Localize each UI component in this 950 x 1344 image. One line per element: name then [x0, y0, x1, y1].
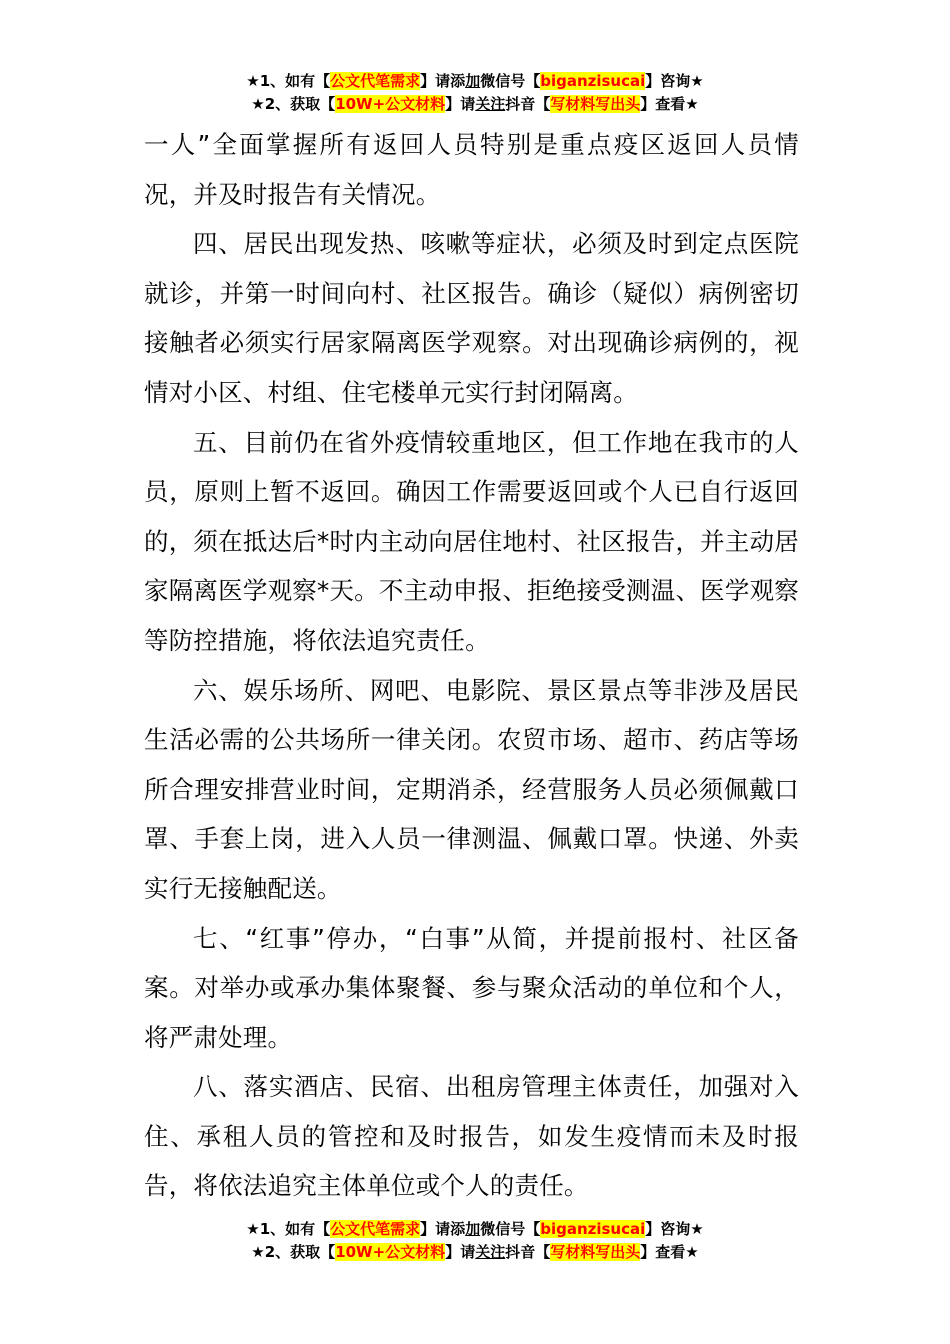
banner-underlined: 加	[465, 72, 481, 90]
banner-line-1	[0, 1218, 950, 1241]
bottom-banner	[0, 1218, 950, 1264]
paragraph-item-5: 五、目前仍在省外疫情较重地区，但工作地在我市的人员，原则上暂不返回。确因工作需要返回或个人已自行返回的，须在抵达后*时内主动向居住地村、社区报告，并主动居家隔离医学观察*天。不主动申报、拒绝接受测温、医学观察等防控措施，将依法追究责任。	[144, 427, 799, 655]
banner-highlight: 10W+公文材料	[335, 95, 446, 113]
banner-line-2	[0, 93, 950, 116]
paragraph-item-8: 八、落实酒店、民宿、出租房管理主体责任，加强对入住、承租人员的管控和及时报告，如发生疫情而未及时报告，将依法追究主体单位或个人的责任。	[144, 1072, 799, 1201]
banner-highlight: 公文代笔需求	[330, 1220, 421, 1238]
banner-text: 抖音【	[505, 1243, 551, 1261]
banner-highlight: 公文代笔需求	[330, 72, 421, 90]
banner-line-1	[0, 70, 950, 93]
banner-line-2	[0, 1241, 950, 1264]
document-body	[144, 120, 799, 1211]
banner-text: ★2、获取【	[251, 95, 336, 113]
banner-text: 抖音【	[505, 95, 551, 113]
banner-underlined: 关注	[475, 1243, 506, 1261]
banner-text: 】请添	[420, 1220, 466, 1238]
banner-text: ★1、如有【	[246, 72, 331, 90]
banner-text: 】咨询★	[645, 1220, 704, 1238]
banner-highlight-wechat-id: biganzisucai	[540, 1220, 646, 1238]
banner-text: ★2、获取【	[251, 1243, 336, 1261]
paragraph-item-4: 四、居民出现发热、咳嗽等症状，必须及时到定点医院就诊，并第一时间向村、社区报告。确诊（疑似）病例密切接触者必须实行居家隔离医学观察。对出现确诊病例的，视情对小区、村组、住宅楼单元实行封闭隔离。	[144, 229, 799, 407]
banner-highlight-douyin-account: 写材料写出头	[550, 95, 641, 113]
paragraph-continuation: 一人”全面掌握所有返回人员特别是重点疫区返回人员情况，并及时报告有关情况。	[144, 130, 799, 209]
banner-text: 】请添	[420, 72, 466, 90]
banner-text: 】查看★	[640, 95, 699, 113]
banner-text: ★1、如有【	[246, 1220, 331, 1238]
banner-text: 】查看★	[640, 1243, 699, 1261]
banner-text: 微信号【	[480, 72, 541, 90]
banner-highlight-douyin-account: 写材料写出头	[550, 1243, 641, 1261]
top-banner	[0, 70, 950, 116]
banner-text: 】请	[445, 1243, 476, 1261]
banner-highlight-wechat-id: biganzisucai	[540, 72, 646, 90]
banner-underlined: 加	[465, 1220, 481, 1238]
banner-text: 】请	[445, 95, 476, 113]
banner-text: 微信号【	[480, 1220, 541, 1238]
banner-text: 】咨询★	[645, 72, 704, 90]
paragraph-item-6: 六、娱乐场所、网吧、电影院、景区景点等非涉及居民生活必需的公共场所一律关闭。农贸市场、超市、药店等场所合理安排营业时间，定期消杀，经营服务人员必须佩戴口罩、手套上岗，进入人员一律测温、佩戴口罩。快递、外卖实行无接触配送。	[144, 675, 799, 903]
banner-highlight: 10W+公文材料	[335, 1243, 446, 1261]
banner-underlined: 关注	[475, 95, 506, 113]
paragraph-item-7: 七、“红事”停办，“白事”从简，并提前报村、社区备案。对举办或承办集体聚餐、参与聚众活动的单位和个人，将严肃处理。	[144, 923, 799, 1052]
